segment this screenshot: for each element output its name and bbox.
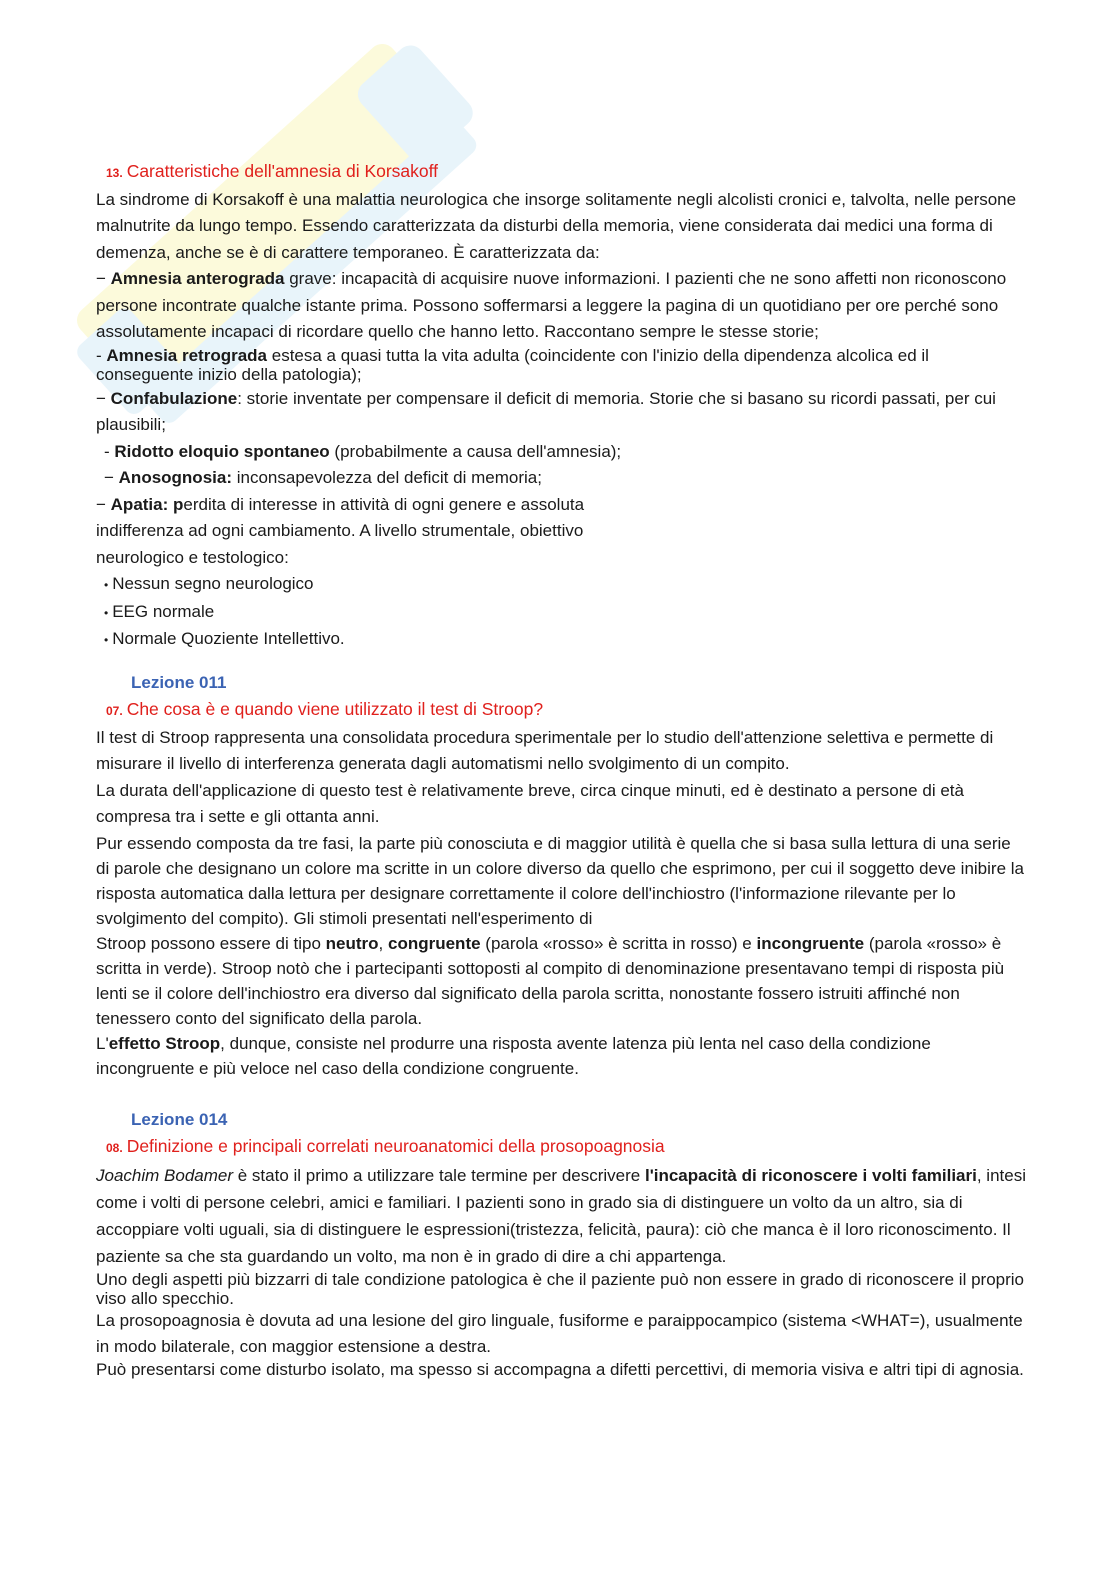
prosopo-paragraph-1: Joachim Bodamer è stato il primo a utilizzare tale termine per descrivere l'incapacità di riconoscere i volti familiari, intesi come i volti di persone celebri, amici e familiari. I pazienti sono in grado sia di distinguere un volto da un altro, sia di accoppiare volti uguali, sia di distinguere le espressioni(tristezza, felicità, paura): ciò che manca è il loro riconoscimento. Il paziente sa che sta guardando un volto, ma non è in grado di dire a chi appartenga. xyxy=(96,1165,1026,1266)
prosopo-paragraph-4: Può presentarsi come disturbo isolato, ma spesso si accompagna a difetti percettivi, di memoria visiva e altri tipi di agnosia. xyxy=(96,1359,1024,1379)
prosopo-paragraph-2: Uno degli aspetti più bizzarri di tale condizione patologica è che il paziente può non essere in grado di riconoscere il proprio viso allo specchio. xyxy=(96,1269,1025,1308)
item-amnesia-retrograda: - Amnesia retrograda estesa a quasi tutta la vita adulta (coincidente con l'inizio della dipendenza alcolica ed il conseguente inizio della patologia); xyxy=(96,345,929,384)
item-apatia-line2: indifferenza ad ogni cambiamento. A livello strumentale, obiettivo xyxy=(96,521,584,540)
lesson-heading: Lezione 011 xyxy=(131,672,227,692)
stroop-paragraph-1: Il test di Stroop rappresenta una consolidata procedura sperimentale per lo studio dell'attenzione selettiva e permette di misurare il livello di interferenza generata dagli automatismi nello svolgimento di un compito. xyxy=(96,727,994,773)
lesson-heading: Lezione 014 xyxy=(131,1109,228,1129)
korsakoff-intro: La sindrome di Korsakoff è una malattia neurologica che insorge solitamente negli alcolisti cronici e, talvolta, nelle persone malnutrite da lungo tempo. Essendo caratterizzata da disturbi della memoria, viene considerata dai medici una forma di demenza, anche se è di carattere temporaneo. È caratterizzata da: xyxy=(96,189,1017,262)
stroop-paragraph-3: Pur essendo composta da tre fasi, la parte più conosciuta e di maggior utilità è quella che si basa sulla lettura di una serie di parole che designano un colore ma scritte in un colore diverso da quello che esprimono, per cui il soggetto deve inibire la risposta automatica dalla lettura per designare correttamente il colore dell'inchiostro (l'informazione rilevante per lo svolgimento del compito). Gli stimoli presentati nell'esperimento di xyxy=(96,833,1024,928)
bullet-item: • EEG normale xyxy=(104,601,215,621)
stroop-paragraph-4: Stroop possono essere di tipo neutro, congruente (parola «rosso» è scritta in rosso) e incongruente (parola «rosso» è scritta in verde). Stroop notò che i partecipanti sottoposti al compito di denominazione presentavano tempi di risposta più lenti se il colore dell'inchiostro era diverso dal significato della parola scritta, nonostante fossero istruiti affinché non tenessero conto del significato della parola. xyxy=(96,933,1005,1028)
section-heading-prosopoagnosia xyxy=(106,1133,1026,1162)
bullet-icon: • xyxy=(104,633,109,647)
bullet-item: • Nessun segno neurologico xyxy=(104,574,314,593)
item-ridotto-eloquio: - Ridotto eloquio spontaneo (probabilmente a causa dell'amnesia); xyxy=(104,441,622,461)
section-title: Definizione e principali correlati neuroanatomici della prosopoagnosia xyxy=(126,1136,665,1156)
section-number: 13. xyxy=(106,166,123,180)
section-title: Che cosa è e quando viene utilizzato il test di Stroop? xyxy=(126,699,544,719)
bullet-icon: • xyxy=(104,605,109,620)
item-apatia-line3: neurologico e testologico: xyxy=(96,547,289,567)
section-heading-korsakoff xyxy=(106,158,1026,187)
item-anosognosia: − Anosognosia: inconsapevolezza del deficit di memoria; xyxy=(104,468,542,487)
item-confabulazione: − Confabulazione: storie inventate per compensare il deficit di memoria. Storie che si basano su ricordi passati, per cui plausibili; xyxy=(96,388,996,434)
document-page xyxy=(96,158,1026,1379)
section-number: 08. xyxy=(106,1141,123,1155)
item-amnesia-anterograda: − Amnesia anterograda grave: incapacità di acquisire nuove informazioni. I pazienti che ne sono affetti non riconoscono persone incontrate qualche istante prima. Possono soffermarsi a leggere la pagina di un quotidiano per ore perché sono assolutamente incapaci di ricordare quello che hanno letto. Raccontano sempre le stesse storie; xyxy=(96,269,1007,341)
bullet-icon: • xyxy=(104,578,109,592)
stroop-paragraph-5: L'effetto Stroop, dunque, consiste nel produrre una risposta avente latenza più lenta nel caso della condizione incongruente e più veloce nel caso della condizione congruente. xyxy=(96,1033,931,1078)
section-number: 07. xyxy=(106,704,123,718)
section-heading-stroop xyxy=(106,696,1026,725)
bullet-item: • Normale Quoziente Intellettivo. xyxy=(104,629,345,648)
section-title: Caratteristiche dell'amnesia di Korsakoff xyxy=(126,161,439,181)
stroop-paragraph-2: La durata dell'applicazione di questo test è relativamente breve, circa cinque minuti, ed è destinato a persone di età compresa tra i sette e gli ottanta anni. xyxy=(96,780,964,826)
prosopo-paragraph-3: La prosopoagnosia è dovuta ad una lesione del giro linguale, fusiforme e paraippocampico (sistema <WHAT=), usualmente in modo bilaterale, con maggior estensione a destra. xyxy=(96,1310,1023,1356)
item-apatia: − Apatia: perdita di interesse in attività di ogni genere e assoluta xyxy=(96,494,585,514)
